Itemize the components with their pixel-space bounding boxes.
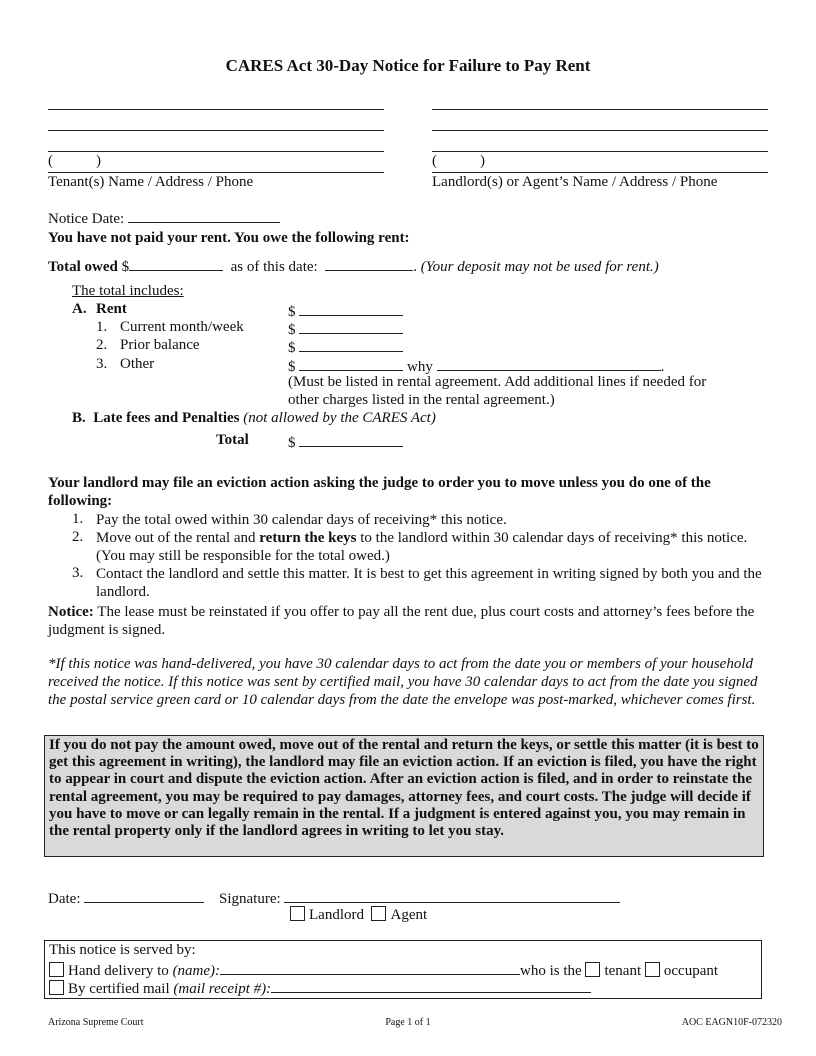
- date-label: Date:: [48, 891, 81, 907]
- signer-role-row: [290, 906, 427, 924]
- notice-date-label: Notice Date:: [48, 211, 125, 227]
- tenant-line-3[interactable]: [48, 151, 384, 152]
- mail-receipt-field[interactable]: [271, 978, 591, 993]
- certified-mail-label: By certified mail: [68, 981, 170, 997]
- as-of-label: as of this date:: [230, 259, 318, 275]
- option-2-bold: return the keys: [259, 530, 357, 546]
- footer-center: Page 1 of 1: [385, 1017, 431, 1028]
- signature-label: Signature:: [219, 891, 281, 907]
- option-3-num: 3.: [72, 565, 84, 581]
- landlord-line-1[interactable]: [432, 109, 768, 110]
- warning-box: [44, 735, 764, 857]
- why-field[interactable]: [437, 356, 661, 371]
- hand-delivery-row: [49, 960, 718, 980]
- signature-row: [219, 888, 620, 908]
- deposit-note: (Your deposit may not be used for rent.): [420, 259, 659, 275]
- total-amount-field[interactable]: [299, 432, 403, 447]
- option-2-post: to the landlord within 30 calendar days of receiving* this notice. (You may still be responsible for the total owed.): [96, 530, 748, 564]
- option-2-text: [96, 529, 764, 565]
- tenant-caption: Tenant(s) Name / Address / Phone: [48, 174, 254, 190]
- service-box: [44, 940, 762, 999]
- agent-label: Agent: [390, 907, 428, 923]
- item-1-dollar: $: [288, 322, 296, 338]
- option-3-text: Contact the landlord and settle this matter. It is best to get this agreement in writing signed by both you and the landlord.: [96, 566, 762, 600]
- tenant-label: tenant: [604, 963, 642, 979]
- includes-heading: The total includes:: [72, 283, 184, 299]
- tenant-line-1[interactable]: [48, 109, 384, 110]
- date-field[interactable]: [84, 888, 204, 903]
- landlord-phone-line[interactable]: [432, 172, 768, 173]
- as-of-period: .: [413, 259, 417, 275]
- warning-text: If you do not pay the amount owed, move out of the rental and return the keys, or settle this matter (it is best to get this agreement in writing), the landlord may file an eviction action. If an eviction is filed, you have the right to appear in court and dispute the eviction action. After an eviction action is filed, and in order to reinstate the rental agreement, you may be required to pay damages, attorney fees, and court costs. The judge will decide if you have to move or can legally remain in the rental. If a judgment is entered against you, you may remain in the rental property only if the landlord agrees in writing to let you stay.: [49, 737, 759, 840]
- rent-dollar: $: [288, 304, 296, 320]
- rent-amount-row: [288, 301, 403, 321]
- signature-date-row: [48, 888, 204, 908]
- late-fees-row: [72, 410, 436, 427]
- total-owed-dollar: $: [121, 259, 130, 275]
- item-2-dollar: $: [288, 340, 296, 356]
- notice-date-row: [48, 208, 280, 228]
- rent-letter: A.: [72, 301, 87, 317]
- total-label: Total: [216, 432, 249, 448]
- agent-checkbox[interactable]: [371, 906, 386, 921]
- certified-mail-checkbox[interactable]: [49, 980, 64, 995]
- item-3-amount-row: $ why .: [288, 356, 664, 376]
- late-fees-letter: B.: [72, 410, 86, 426]
- item-3-label: Other: [120, 356, 155, 372]
- total-owed-field[interactable]: [129, 256, 223, 271]
- item-3-amount-field[interactable]: [299, 356, 403, 371]
- notice-paragraph: [48, 603, 764, 639]
- tenant-phone-line[interactable]: [48, 172, 384, 173]
- notice-date-field[interactable]: [128, 208, 280, 223]
- landlord-line-2[interactable]: [432, 130, 768, 131]
- must-list-line-1: (Must be listed in rental agreement. Add additional lines if needed for: [288, 374, 707, 390]
- total-owed-label: Total owed: [48, 259, 118, 275]
- landlord-caption: Landlord(s) or Agent’s Name / Address / Phone: [432, 174, 718, 190]
- notice-label: Notice:: [48, 604, 94, 620]
- total-dollar: $: [288, 435, 296, 451]
- tenant-phone-open: (: [48, 153, 53, 169]
- who-is-the-label: who is the: [520, 963, 582, 979]
- option-2-pre: Move out of the rental and: [96, 530, 260, 546]
- why-label: why: [407, 359, 433, 375]
- total-amount-row: [288, 432, 403, 452]
- landlord-phone-close: ): [480, 153, 485, 169]
- hand-delivery-label: Hand delivery to: [68, 963, 169, 979]
- tenant-phone-close: ): [96, 153, 101, 169]
- service-heading: This notice is served by:: [49, 942, 196, 958]
- occupant-checkbox[interactable]: [645, 962, 660, 977]
- item-3-dollar: $: [288, 359, 296, 375]
- signature-field[interactable]: [284, 888, 620, 903]
- landlord-checkbox[interactable]: [290, 906, 305, 921]
- tenant-checkbox[interactable]: [585, 962, 600, 977]
- eviction-heading: Your landlord may file an eviction action asking the judge to order you to move unless you do one of the following:: [48, 475, 711, 509]
- rent-amount-field[interactable]: [299, 301, 403, 316]
- hand-delivery-name-label: (name):: [172, 963, 221, 979]
- option-1-text: Pay the total owed within 30 calendar days of receiving* this notice.: [96, 512, 507, 528]
- footer-right: AOC EAGN10F-072320: [681, 1017, 782, 1028]
- footer-left: Arizona Supreme Court: [48, 1017, 144, 1028]
- item-2-amount-row: [288, 337, 403, 357]
- late-fees-note: (not allowed by the CARES Act): [243, 410, 436, 426]
- item-1-label: Current month/week: [120, 319, 244, 335]
- option-1-num: 1.: [72, 511, 84, 527]
- tenant-line-2[interactable]: [48, 130, 384, 131]
- item-2-label: Prior balance: [120, 337, 200, 353]
- late-fees-label: Late fees and Penalties: [93, 410, 240, 426]
- item-1-num: 1.: [96, 319, 108, 335]
- item-3-num: 3.: [96, 356, 108, 372]
- notice-text: The lease must be reinstated if you offer to pay all the rent due, plus court costs and attorney’s fees before the judgment is signed.: [48, 604, 755, 638]
- as-of-date-field[interactable]: [325, 256, 413, 271]
- must-list-line-2: other charges listed in the rental agreement.): [288, 392, 555, 408]
- item-1-amount-field[interactable]: [299, 319, 403, 334]
- not-paid-heading: You have not paid your rent. You owe the following rent:: [48, 230, 410, 246]
- occupant-label: occupant: [663, 963, 719, 979]
- hand-delivery-name-field[interactable]: [220, 960, 520, 975]
- hand-delivery-checkbox[interactable]: [49, 962, 64, 977]
- item-1-amount-row: [288, 319, 403, 339]
- landlord-label: Landlord: [309, 907, 364, 923]
- landlord-phone-open: (: [432, 153, 437, 169]
- footnote: *If this notice was hand-delivered, you have 30 calendar days to act from the date you or members of your household received the notice. If this notice was sent by certified mail, you have 30 calendar days to act from the date you signed the postal service green card or 10 calendar days from the date the envelope was post-marked, whichever comes first.: [48, 656, 758, 708]
- option-2-num: 2.: [72, 529, 84, 545]
- total-owed-row: [48, 256, 659, 276]
- landlord-line-3[interactable]: [432, 151, 768, 152]
- certified-mail-row: [49, 978, 591, 998]
- item-2-amount-field[interactable]: [299, 337, 403, 352]
- rent-label: Rent: [96, 301, 127, 317]
- item-2-num: 2.: [96, 337, 108, 353]
- page-title: CARES Act 30-Day Notice for Failure to Pay Rent: [225, 56, 591, 75]
- mail-receipt-label: (mail receipt #):: [173, 981, 272, 997]
